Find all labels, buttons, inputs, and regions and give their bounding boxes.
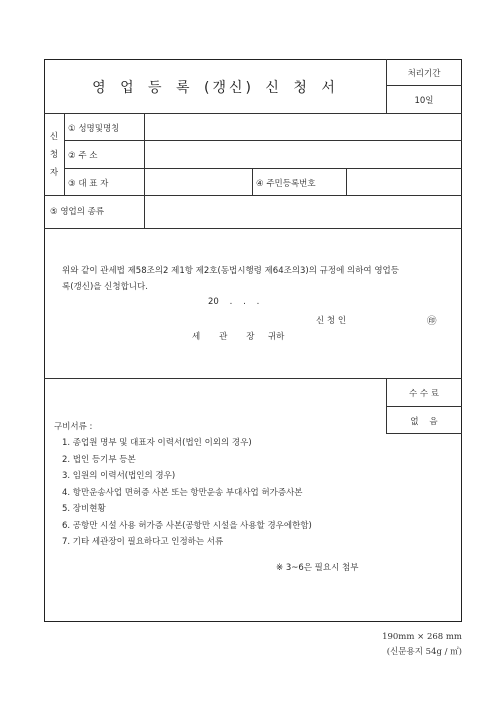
form-title: 영 업 등 록 (갱신) 신 청 서	[92, 80, 338, 96]
document-item: 5. 장비현황	[62, 504, 106, 514]
divider	[252, 168, 253, 195]
applicant-signature-label: 신 청 인	[316, 316, 347, 326]
applicant-side-char: 신	[49, 132, 59, 142]
statement-line-2: 록(갱신)을 신청합니다.	[62, 282, 148, 292]
document-item: 1. 종업원 명부 및 대표자 이력서(법인 이외의 경우)	[62, 438, 252, 448]
divider	[386, 433, 462, 434]
paper-size: 190mm × 268 mm	[382, 632, 462, 642]
address-field[interactable]	[148, 145, 458, 163]
representative-label: ③ 대 표 자	[68, 179, 109, 189]
divider	[386, 85, 462, 86]
representative-field[interactable]	[148, 173, 248, 191]
divider	[346, 168, 347, 195]
document-item: 4. 항만운송사업 면허증 사본 또는 항만운송 부대사업 허가증사본	[62, 488, 303, 498]
divider	[44, 113, 462, 114]
document-item: 3. 임원의 이력서(법인의 경우)	[62, 471, 176, 481]
paper-spec: (신문용지 54g / ㎡)	[386, 647, 462, 657]
seal-mark: ㊞	[427, 316, 437, 327]
divider	[44, 378, 462, 379]
resident-number-label: ④ 주민등록번호	[256, 179, 316, 189]
applicant-side-label	[44, 130, 64, 178]
business-type-label: ⑤ 영업의 종류	[50, 207, 105, 217]
attachment-note: ※ 3~6은 필요시 첨부	[276, 563, 359, 573]
application-date: 20 . . .	[208, 297, 260, 307]
divider	[144, 113, 145, 228]
processing-period-value: 10일	[414, 96, 434, 106]
business-type-field[interactable]	[148, 200, 458, 222]
processing-period-label: 처리기간	[407, 69, 441, 79]
name-field[interactable]	[148, 118, 458, 136]
recipient-line: 세 관 장 귀하	[192, 332, 285, 342]
address-label: ② 주 소	[68, 151, 98, 161]
divider	[386, 406, 462, 407]
resident-number-field[interactable]	[350, 173, 458, 191]
document-item: 6. 공항만 시설 사용 허가증 사본(공항만 시설을 사용할 경우에한함)	[62, 521, 312, 531]
divider	[44, 195, 462, 196]
applicant-side-char: 청	[49, 150, 59, 160]
divider	[44, 228, 462, 229]
applicant-side-char: 자	[49, 168, 59, 178]
statement-line-1: 위와 같이 관세법 제58조의2 제1항 제2호(동법시행령 제64조의3)의 규정에 의하여 영업등	[62, 266, 399, 276]
documents-heading: 구비서류 :	[54, 422, 93, 432]
divider	[64, 140, 462, 141]
fee-value: 없 음	[410, 417, 438, 427]
divider	[64, 113, 65, 195]
document-item: 2. 법인 등기부 등본	[62, 455, 136, 465]
fee-label: 수 수 료	[408, 389, 440, 399]
name-label: ① 성명및명칭	[68, 124, 120, 134]
divider	[64, 168, 462, 169]
document-item: 7. 기타 세관장이 필요하다고 인정하는 서류	[62, 537, 224, 547]
